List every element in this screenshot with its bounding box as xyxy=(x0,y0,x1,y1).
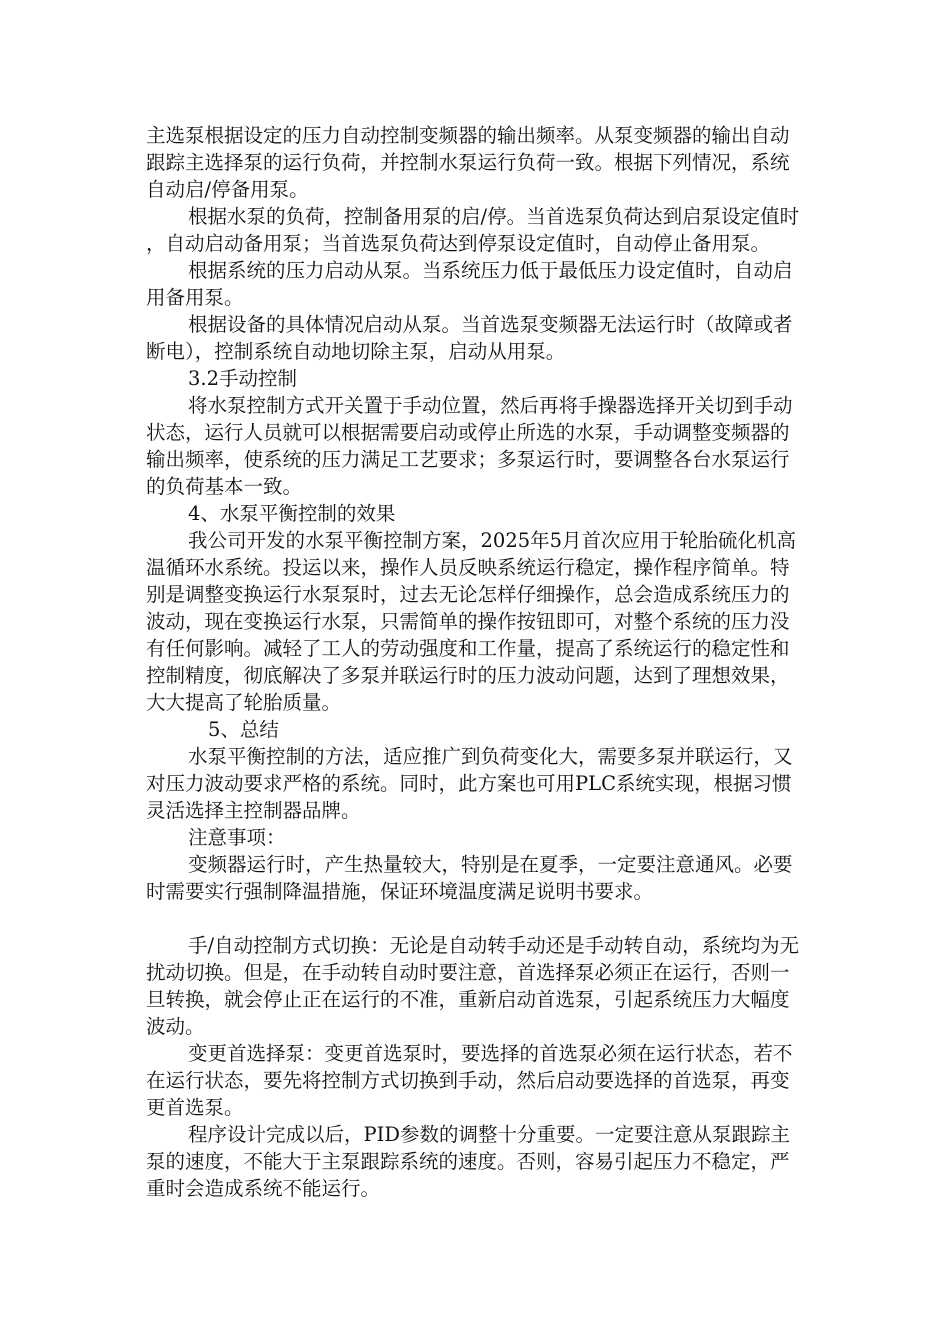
document-body xyxy=(146,122,808,1202)
paragraph-note-change-primary: 变更首选择泵：变更首选泵时，要选择的首选泵必须在运行状态，若不在运行状态，要先将控制方式切换到手动，然后启动要选择的首选泵，再变更首选泵。 xyxy=(146,1042,793,1119)
paragraph-equipment-start: 根据设备的具体情况启动从泵。当首选泵变频器无法运行时（故障或者断电），控制系统自动地切除主泵，启动从用泵。 xyxy=(146,313,793,363)
paragraph-note-mode-switch: 手/自动控制方式切换：无论是自动转手动还是手动转自动，系统均为无扰动切换。但是，在手动转自动时要注意，首选择泵必须正在运行，否则一旦转换，就会停止正在运行的不准，重新启动首选泵，引起系统压力大幅度波动。 xyxy=(146,934,800,1038)
paragraph-summary: 水泵平衡控制的方法，适应推广到负荷变化大，需要多泵并联运行，又对压力波动要求严格的系统。同时，此方案也可用PLC系统实现，根据习惯灵活选择主控制器品牌。 xyxy=(146,745,793,822)
paragraph-note-pid: 程序设计完成以后，PID参数的调整十分重要。一定要注意从泵跟踪主泵的速度，不能大于主泵跟踪系统的速度。否则，容易引起压力不稳定，严重时会造成系统不能运行。 xyxy=(146,1123,790,1200)
paragraph-primary-pump-frequency: 主选泵根据设定的压力自动控制变频器的输出频率。从泵变频器的输出自动跟踪主选择泵的运行负荷，并控制水泵运行负荷一致。根据下列情况，系统自动启/停备用泵。 xyxy=(146,124,790,201)
heading-manual-control: 3.2手动控制 xyxy=(188,367,298,390)
heading-summary: 5、总结 xyxy=(208,718,279,741)
heading-notes: 注意事项： xyxy=(188,826,286,849)
paragraph-pressure-start: 根据系统的压力启动从泵。当系统压力低于最低压力设定值时，自动启用备用泵。 xyxy=(146,259,793,309)
paragraph-standby-pump-load: 根据水泵的负荷，控制备用泵的启/停。当首选泵负荷达到启泵设定值时，自动启动备用泵；当首选泵负荷达到停泵设定值时，自动停止备用泵。 xyxy=(146,205,800,255)
paragraph-balance-effect: 我公司开发的水泵平衡控制方案，2025年5月首次应用于轮胎硫化机高温循环水系统。投运以来，操作人员反映系统运行稳定，操作程序简单。特别是调整变换运行水泵泵时，过去无论怎样仔细操作，总会造成系统压力的波动，现在变换运行水泵，只需简单的操作按钮即可，对整个系统的压力没有任何影响。减轻了工人的劳动强度和工作量，提高了系统运行的稳定性和控制精度，彻底解决了多泵并联运行时的压力波动问题，达到了理想效果，大大提高了轮胎质量。 xyxy=(146,529,797,714)
heading-balance-effect: 4、水泵平衡控制的效果 xyxy=(188,502,396,525)
paragraph-note-ventilation: 变频器运行时，产生热量较大，特别是在夏季，一定要注意通风。必要时需要实行强制降温措施，保证环境温度满足说明书要求。 xyxy=(146,853,793,903)
blank-line xyxy=(146,905,808,932)
paragraph-manual-control: 将水泵控制方式开关置于手动位置，然后再将手操器选择开关切到手动状态，运行人员就可以根据需要启动或停止所选的水泵，手动调整变频器的输出频率，使系统的压力满足工艺要求；多泵运行时，要调整各台水泵运行的负荷基本一致。 xyxy=(146,394,793,498)
